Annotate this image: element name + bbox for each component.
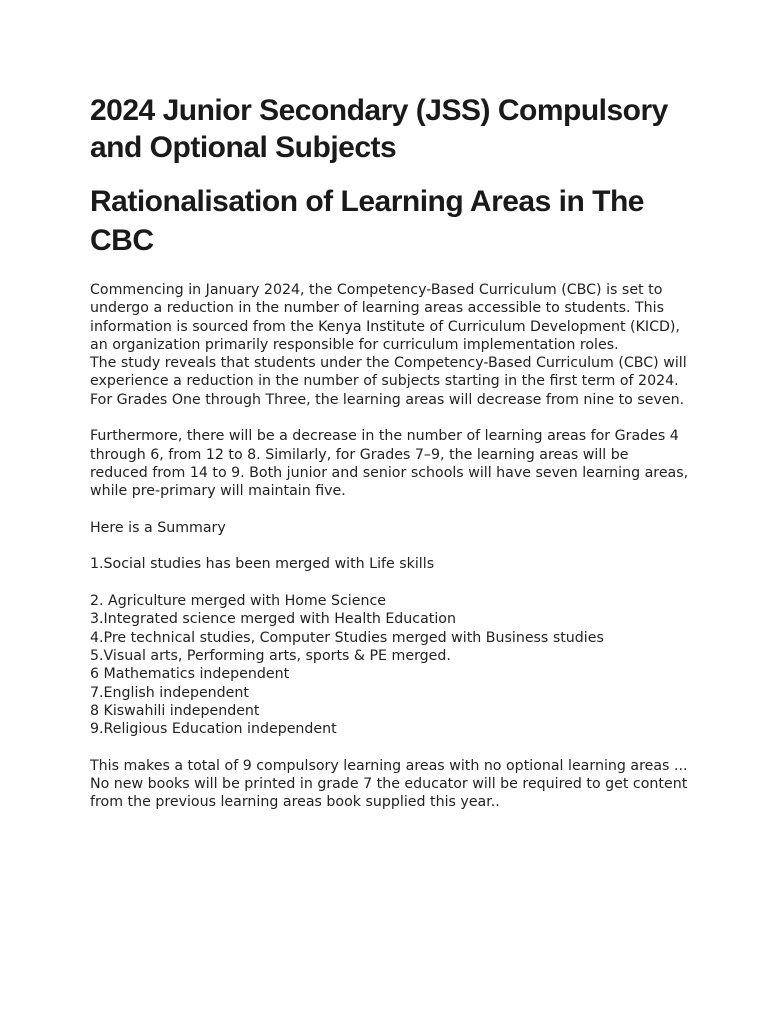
intro-paragraph-1: Commencing in January 2024, the Competency-Based Curriculum (CBC) is set to undergo a reduction in the number of learning areas accessible to students. This information is sourced from the Kenya Institute of Curriculum Development (KICD), an organization primarily responsible for curriculum implementation roles.	[90, 282, 680, 353]
spacer	[90, 574, 690, 592]
spacer	[90, 409, 690, 427]
summary-item-1: 1.Social studies has been merged with Life skills	[90, 556, 435, 573]
summary-item: 9.Religious Education independent	[90, 721, 337, 738]
paragraph-3: Furthermore, there will be a decrease in the number of learning areas for Grades 4 through 6, from 12 to 8. Similarly, for Grades 7–9, the learning areas will be reduced from 14 to 9. Both junior and senior schools will have seven learning areas, while pre-primary will maintain five.	[90, 428, 689, 500]
document-title: 2024 Junior Secondary (JSS) Compulsory and Optional Subjects	[90, 94, 668, 164]
closing-paragraph-1: This makes a total of 9 compulsory learning areas with no optional learning areas ...	[90, 757, 688, 774]
spacer	[90, 738, 690, 756]
closing-paragraph-2: No new books will be printed in grade 7 the educator will be required to get content from the previous learning areas book supplied this year..	[90, 776, 688, 811]
intro-paragraph-2: The study reveals that students under the Competency-Based Curriculum (CBC) will experience a reduction in the number of subjects starting in the first term of 2024. For Grades One through Three, the learning areas will decrease from nine to seven.	[90, 355, 687, 408]
summary-item: 4.Pre technical studies, Computer Studies merged with Business studies	[90, 629, 604, 646]
spacer	[90, 501, 690, 519]
summary-item: 6 Mathematics independent	[90, 666, 290, 683]
summary-item: 3.Integrated science merged with Health Education	[90, 611, 456, 628]
summary-item: 8 Kiswahili independent	[90, 702, 260, 719]
summary-item: 2. Agriculture merged with Home Science	[90, 593, 386, 610]
spacer	[90, 537, 690, 555]
summary-heading: Here is a Summary	[90, 519, 226, 536]
document-page	[90, 92, 690, 812]
document-body	[90, 281, 690, 812]
summary-list	[90, 592, 690, 738]
summary-item: 7.English independent	[90, 684, 249, 701]
summary-item: 5.Visual arts, Performing arts, sports & PE merged.	[90, 647, 451, 664]
document-subtitle: Rationalisation of Learning Areas in The CBC	[90, 185, 644, 257]
